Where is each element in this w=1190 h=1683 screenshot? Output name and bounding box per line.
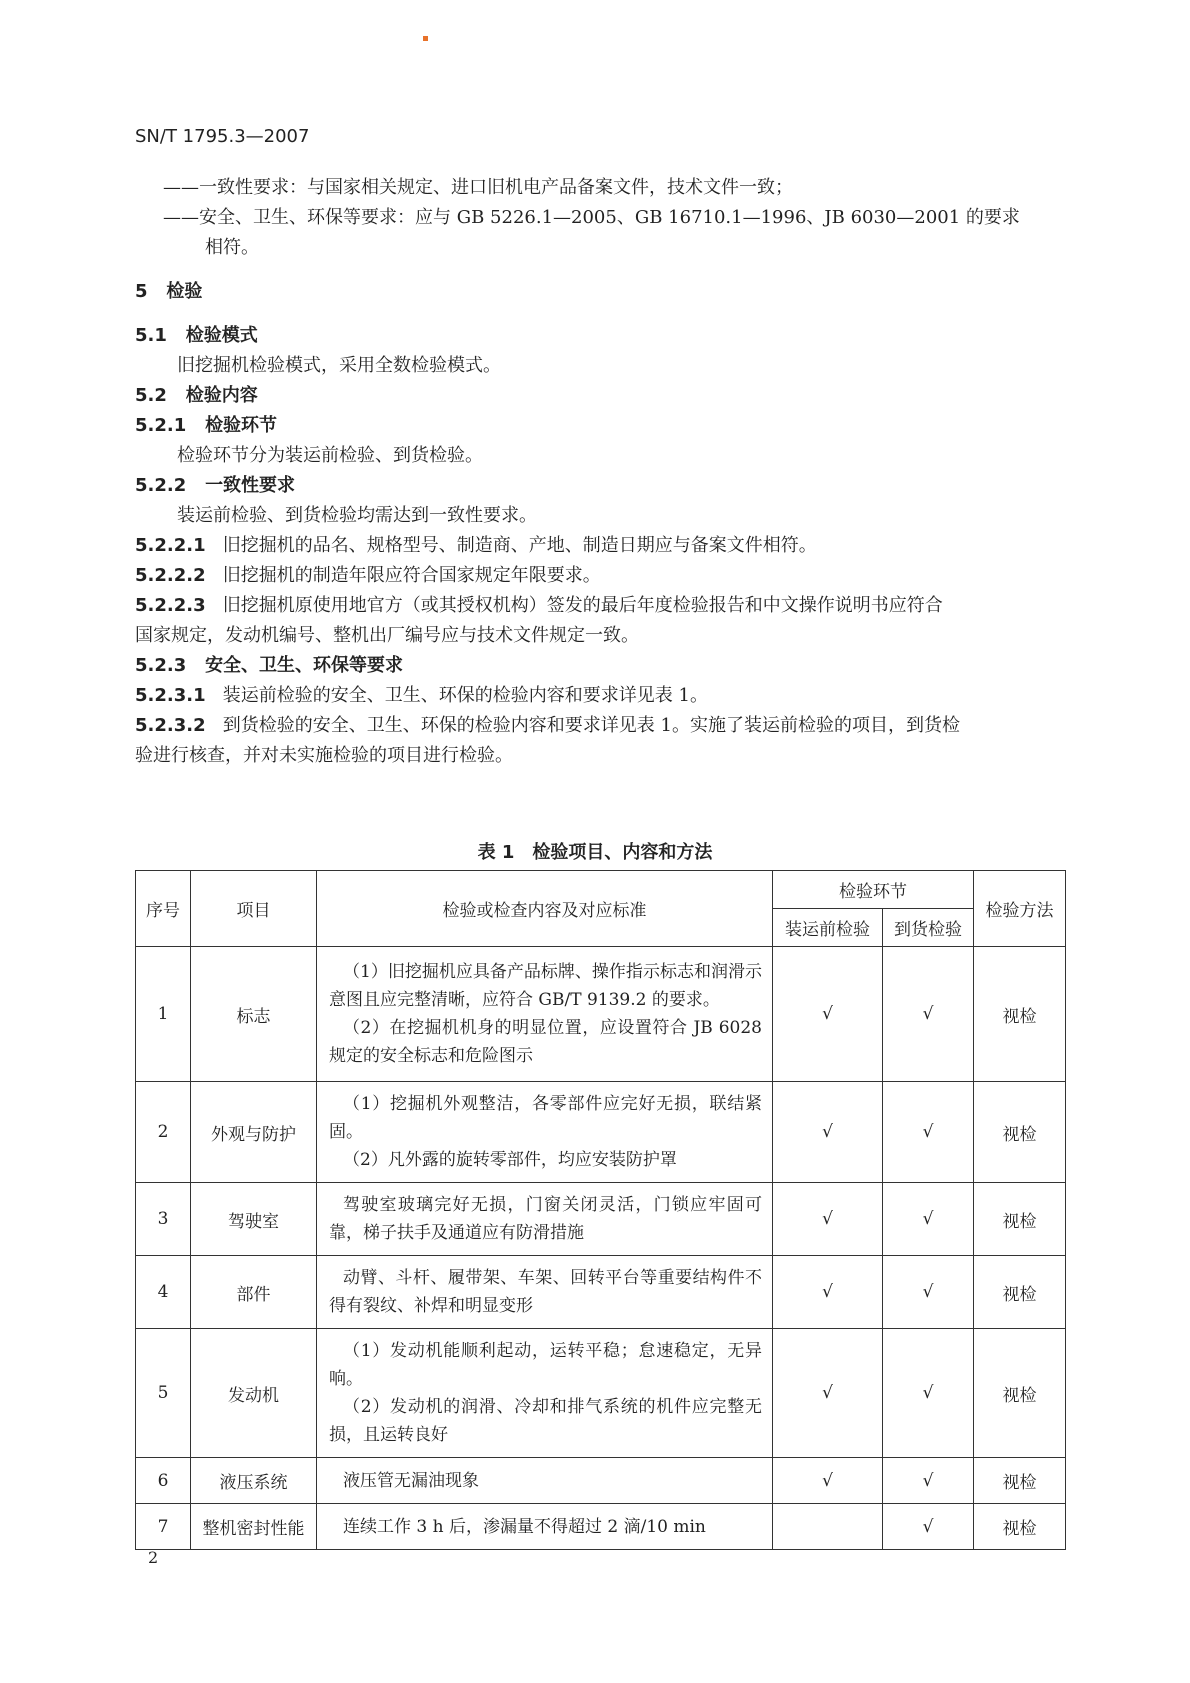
clause-number: 5.2.3.1 — [135, 685, 206, 706]
table-row — [136, 1256, 1066, 1329]
section-5-2-1-heading — [135, 413, 277, 439]
requirement-line-safety: ——安全、卫生、环保等要求：应与 GB 5226.1—2005、GB 16710.1—1996、JB 6030—2001 的要求 — [163, 207, 1020, 228]
row-arrival-check: √ — [883, 1504, 974, 1550]
row-content — [317, 1329, 773, 1458]
row-pre-check: √ — [773, 1082, 883, 1183]
row-content — [317, 1458, 773, 1504]
clause-text: 旧挖掘机的品名、规格型号、制造商、产地、制造日期应与备案文件相符。 — [222, 535, 817, 556]
table-title: 表 1 检验项目、内容和方法 — [477, 842, 713, 863]
header-item: 项目 — [191, 871, 317, 947]
row-arrival-check: √ — [883, 1082, 974, 1183]
section-5-heading — [135, 279, 202, 305]
row-pre-check: √ — [773, 1256, 883, 1329]
section-number: 5 — [135, 281, 148, 302]
row-arrival-check: √ — [883, 1256, 974, 1329]
header-arrival: 到货检验 — [883, 909, 974, 947]
section-5-2-3-heading — [135, 653, 403, 679]
content-line: 动臂、斗杆、履带架、车架、回转平台等重要结构件不得有裂纹、补焊和明显变形 — [329, 1268, 762, 1316]
header-pre-shipment: 装运前检验 — [773, 909, 883, 947]
row-seq: 1 — [136, 947, 191, 1082]
content-line: （1）发动机能顺利起动，运转平稳；怠速稳定，无异响。 — [329, 1341, 762, 1389]
row-method: 视检 — [974, 1183, 1066, 1256]
section-title: 一致性要求 — [205, 475, 296, 496]
row-pre-check: √ — [773, 1329, 883, 1458]
clause-5-2-2-3 — [135, 593, 943, 619]
row-arrival-check: √ — [883, 1329, 974, 1458]
section-5-1-heading — [135, 323, 258, 349]
section-number: 5.2.1 — [135, 415, 187, 436]
row-arrival-check: √ — [883, 1183, 974, 1256]
row-pre-check: √ — [773, 1458, 883, 1504]
row-method: 视检 — [974, 1082, 1066, 1183]
row-pre-check: √ — [773, 947, 883, 1082]
header-stage: 检验环节 — [773, 871, 974, 909]
inspection-table — [135, 870, 1066, 1550]
clause-text: 旧挖掘机的制造年限应符合国家规定年限要求。 — [222, 565, 601, 586]
section-title: 检验内容 — [185, 385, 258, 406]
table-row — [136, 947, 1066, 1082]
table-row — [136, 1082, 1066, 1183]
orange-dot-mark — [423, 36, 428, 41]
row-item: 驾驶室 — [191, 1183, 317, 1256]
row-pre-check — [773, 1504, 883, 1550]
document-code: SN/T 1795.3—2007 — [135, 126, 310, 147]
page-number: 2 — [148, 1548, 159, 1567]
row-seq: 3 — [136, 1183, 191, 1256]
content-line: （1）挖掘机外观整洁，各零部件应完好无损，联结紧固。 — [329, 1094, 762, 1142]
clause-number: 5.2.3.2 — [135, 715, 206, 736]
row-content — [317, 1183, 773, 1256]
content-line: （2）发动机的润滑、冷却和排气系统的机件应完整无损，且运转良好 — [329, 1397, 762, 1445]
row-item: 标志 — [191, 947, 317, 1082]
section-5-2-1-body: 检验环节分为装运前检验、到货检验。 — [177, 445, 483, 466]
section-number: 5.2.3 — [135, 655, 187, 676]
header-seq: 序号 — [136, 871, 191, 947]
section-5-1-body: 旧挖掘机检验模式，采用全数检验模式。 — [177, 355, 501, 376]
clause-text: 旧挖掘机原使用地官方（或其授权机构）签发的最后年度检验报告和中文操作说明书应符合 — [222, 595, 943, 616]
content-line: （2）凡外露的旋转零部件，均应安装防护罩 — [343, 1150, 677, 1170]
row-seq: 4 — [136, 1256, 191, 1329]
clause-number: 5.2.2.3 — [135, 595, 206, 616]
row-method: 视检 — [974, 1458, 1066, 1504]
section-number: 5.2.2 — [135, 475, 187, 496]
content-line: （1）旧挖掘机应具备产品标牌、操作指示标志和润滑示意图且应完整清晰，应符合 GB/T 9139.2 的要求。 — [329, 962, 762, 1010]
row-item: 部件 — [191, 1256, 317, 1329]
row-seq: 6 — [136, 1458, 191, 1504]
table-row — [136, 1504, 1066, 1550]
row-arrival-check: √ — [883, 1458, 974, 1504]
table-row — [136, 1329, 1066, 1458]
row-method: 视检 — [974, 1329, 1066, 1458]
row-seq: 7 — [136, 1504, 191, 1550]
row-item: 外观与防护 — [191, 1082, 317, 1183]
row-item: 发动机 — [191, 1329, 317, 1458]
row-item: 液压系统 — [191, 1458, 317, 1504]
clause-5-2-2-3-cont: 国家规定，发动机编号、整机出厂编号应与技术文件规定一致。 — [135, 625, 639, 646]
clause-number: 5.2.2.2 — [135, 565, 206, 586]
row-seq: 5 — [136, 1329, 191, 1458]
section-title: 检验环节 — [205, 415, 278, 436]
requirement-line-safety-cont: 相符。 — [205, 237, 259, 258]
section-title: 安全、卫生、环保等要求 — [205, 655, 404, 676]
row-item: 整机密封性能 — [191, 1504, 317, 1550]
row-method: 视检 — [974, 947, 1066, 1082]
row-seq: 2 — [136, 1082, 191, 1183]
content-line: 驾驶室玻璃完好无损，门窗关闭灵活，门锁应牢固可靠，梯子扶手及通道应有防滑措施 — [329, 1195, 762, 1243]
row-content — [317, 947, 773, 1082]
header-content: 检验或检查内容及对应标准 — [317, 871, 773, 947]
table-row — [136, 1458, 1066, 1504]
clause-number: 5.2.2.1 — [135, 535, 206, 556]
row-content — [317, 1082, 773, 1183]
clause-5-2-3-1 — [135, 683, 708, 709]
clause-text: 到货检验的安全、卫生、环保的检验内容和要求详见表 1。实施了装运前检验的项目，到货检 — [222, 715, 960, 736]
row-pre-check: √ — [773, 1183, 883, 1256]
section-number: 5.1 — [135, 325, 167, 346]
content-line: （2）在挖掘机机身的明显位置，应设置符合 JB 6028 规定的安全标志和危险图示 — [329, 1018, 762, 1066]
clause-5-2-3-2-cont: 验进行核查，并对未实施检验的项目进行检验。 — [135, 745, 513, 766]
clause-text: 装运前检验的安全、卫生、环保的检验内容和要求详见表 1。 — [222, 685, 708, 706]
requirement-line-consistency: ——一致性要求：与国家相关规定、进口旧机电产品备案文件，技术文件一致； — [163, 177, 793, 198]
section-5-2-2-heading — [135, 473, 295, 499]
row-method: 视检 — [974, 1504, 1066, 1550]
row-method: 视检 — [974, 1256, 1066, 1329]
content-line: 液压管无漏油现象 — [343, 1470, 479, 1491]
header-method: 检验方法 — [974, 871, 1066, 947]
clause-5-2-2-1 — [135, 533, 817, 559]
section-number: 5.2 — [135, 385, 167, 406]
row-arrival-check: √ — [883, 947, 974, 1082]
section-title: 检验 — [166, 281, 203, 302]
section-title: 检验模式 — [185, 325, 258, 346]
section-5-2-heading — [135, 383, 258, 409]
row-content — [317, 1256, 773, 1329]
clause-5-2-2-2 — [135, 563, 601, 589]
clause-5-2-3-2 — [135, 713, 960, 739]
section-5-2-2-body: 装运前检验、到货检验均需达到一致性要求。 — [177, 505, 537, 526]
content-line: 连续工作 3 h 后，渗漏量不得超过 2 滴/10 min — [343, 1516, 706, 1537]
table-row — [136, 1183, 1066, 1256]
row-content — [317, 1504, 773, 1550]
